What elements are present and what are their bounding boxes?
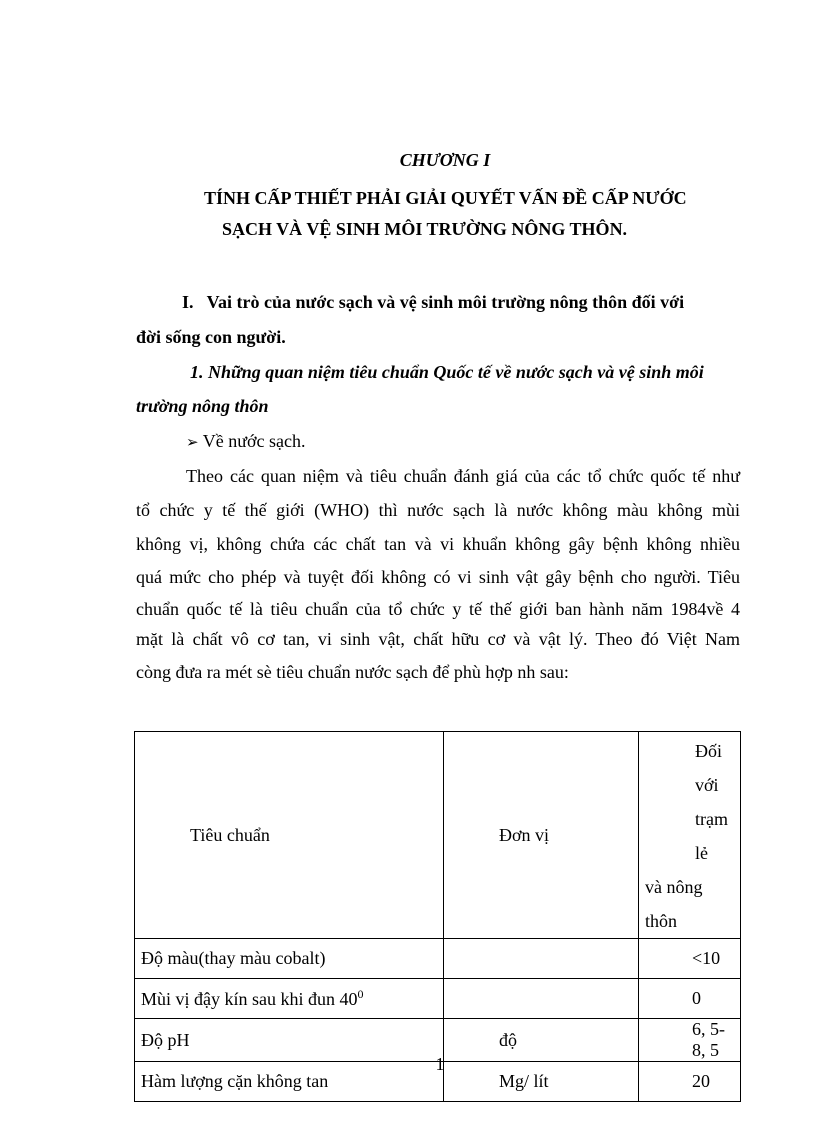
- criterion-superscript: 0: [357, 987, 364, 1001]
- header-unit: Đơn vị: [444, 732, 639, 939]
- paragraph-line: tổ chức y tế thế giới (WHO) thì nước sạch là nước không màu không mùi: [136, 500, 740, 520]
- header-applies-to: [639, 732, 741, 939]
- subsection-heading-line-1: 1. Những quan niệm tiêu chuẩn Quốc tế về nước sạch và vệ sinh môi: [190, 362, 704, 382]
- section-heading-line-2: đời sống con người.: [136, 327, 286, 347]
- cell-value: 20: [639, 1062, 741, 1102]
- cell-criterion: Độ pH: [135, 1019, 444, 1062]
- cell-unit: [444, 979, 639, 1019]
- paragraph-line: không vị, không chứa các chất tan và vi khuẩn không gây bệnh không nhiều: [136, 534, 740, 554]
- section-heading-line-1: I. Vai trò của nước sạch và vệ sinh môi trường nông thôn đối với: [182, 292, 685, 312]
- cell-unit: độ: [444, 1019, 639, 1062]
- cell-unit: Mg/ lít: [444, 1062, 639, 1102]
- water-standards-table: [134, 731, 741, 1102]
- cell-unit: [444, 939, 639, 979]
- paragraph-line: còng đưa ra mét sè tiêu chuẩn nước sạch để phù hợp nh sau:: [136, 662, 569, 682]
- paragraph-line: chuẩn quốc tế là tiêu chuẩn của tổ chức y tế thế giới ban hành năm 1984về 4: [136, 599, 740, 619]
- chapter-title-line-2: SẠCH VÀ VỆ SINH MÔI TRƯỜNG NÔNG THÔN.: [222, 219, 628, 239]
- header-applies-line-2: và nông thôn: [645, 877, 703, 931]
- page-number: 1: [435, 1054, 445, 1074]
- cell-value: 6, 5-8, 5: [639, 1019, 741, 1062]
- chapter-title-line-1: TÍNH CẤP THIẾT PHẢI GIẢI QUYẾT VẤN ĐỀ CẤP NƯỚC: [204, 188, 687, 208]
- cell-criterion: [135, 979, 444, 1019]
- paragraph-line: Theo các quan niệm và tiêu chuẩn đánh giá của các tổ chức quốc tế như: [186, 466, 740, 486]
- table-row: [135, 979, 741, 1019]
- bullet-item: [186, 431, 306, 452]
- header-applies-line-1: Đối với trạm lẻ: [695, 741, 728, 863]
- criterion-text: Mùi vị đậy kín sau khi đun 40: [141, 989, 358, 1009]
- subsection-heading-line-2: trường nông thôn: [136, 396, 269, 416]
- cell-value: 0: [639, 979, 741, 1019]
- table-header-row: [135, 732, 741, 939]
- bullet-text: Về nước sạch.: [202, 431, 306, 451]
- cell-criterion: Độ màu(thay màu cobalt): [135, 939, 444, 979]
- paragraph-line: quá mức cho phép và tuyệt đối không có vi sinh vật gây bệnh cho người. Tiêu: [136, 567, 740, 587]
- header-criterion: Tiêu chuẩn: [135, 732, 444, 939]
- arrow-bullet-icon: ➢: [186, 433, 199, 451]
- chapter-heading: CHƯƠNG I: [399, 150, 491, 170]
- table-row: [135, 939, 741, 979]
- paragraph-line: mặt là chất vô cơ tan, vi sinh vật, chất hữu cơ và vật lý. Theo đó Việt Nam: [136, 629, 740, 649]
- cell-criterion: Hàm lượng cặn không tan: [135, 1062, 444, 1102]
- cell-value: <10: [639, 939, 741, 979]
